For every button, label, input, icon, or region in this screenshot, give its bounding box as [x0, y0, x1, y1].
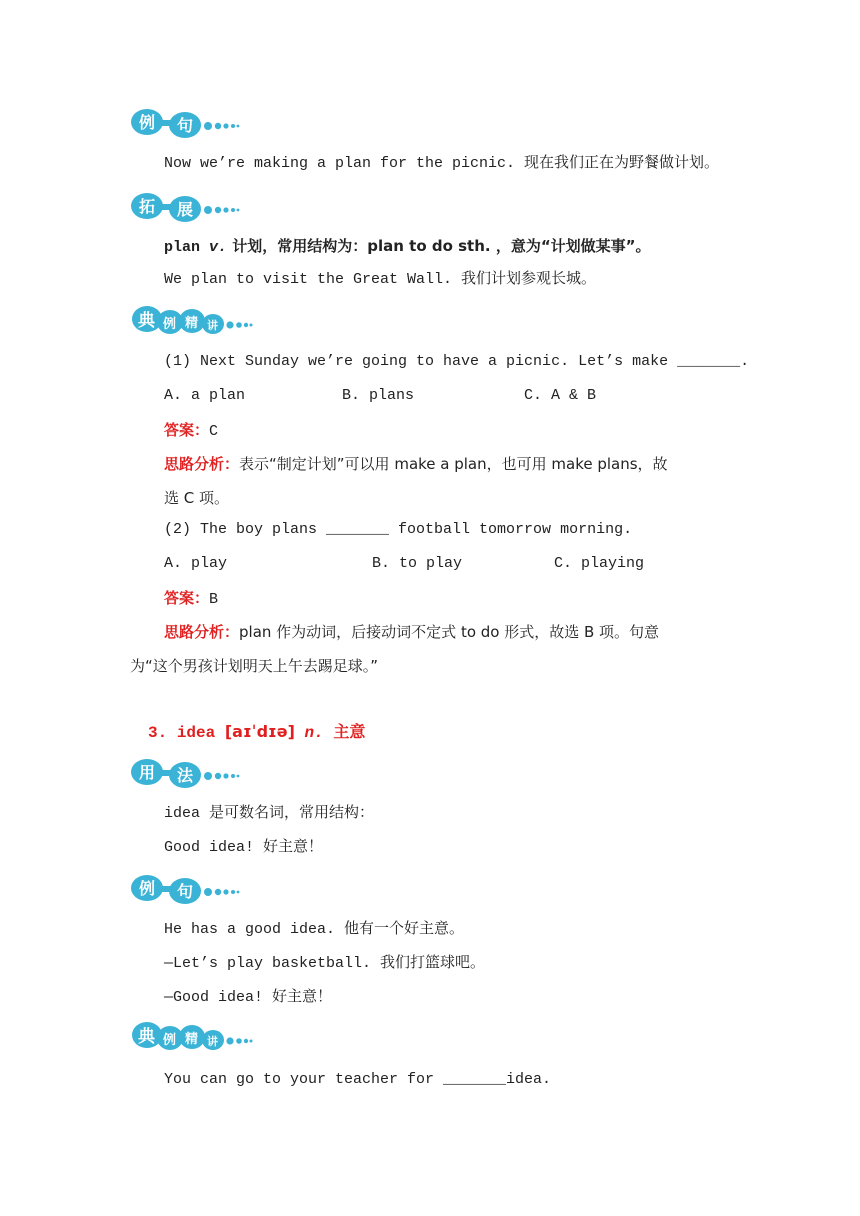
badge-char: 典 [138, 311, 155, 331]
heading-word: idea [176, 724, 216, 742]
badge-char: 讲 [207, 1035, 218, 1048]
badge-char: 精 [185, 316, 199, 331]
exercise-line: You can go to your teacher for _______idea. [164, 1071, 552, 1088]
heading-meaning: 主意 [333, 722, 366, 741]
extension-word: plan [164, 239, 210, 256]
badge-char: 法 [177, 766, 194, 785]
typical-example-badge [130, 1020, 260, 1052]
example-sentence-badge [130, 872, 260, 904]
question-2-stem: (2) The boy plans _______ football tomorrow morning. [164, 521, 633, 538]
heading-phonetic: [aɪˈdɪə] [224, 722, 295, 741]
badge-char: 典 [138, 1027, 155, 1047]
answer-label: 答案： [164, 421, 210, 439]
usage-line-1: idea 是可数名词，常用结构： [164, 805, 375, 822]
question-2-analysis-cont: 为“这个男孩计划明天上午去踢足球。” [130, 657, 379, 675]
badge-char: 拓 [139, 197, 156, 216]
question-2-answer [164, 586, 760, 612]
part-of-speech: v. [209, 239, 228, 256]
example-line-3: —Good idea! 好主意！ [164, 989, 333, 1006]
badge-char: 例 [163, 1033, 177, 1048]
extension-structure: 计划，常用结构为：plan to do sth. ，意为“计划做某事”。 [227, 237, 651, 255]
example-sentence-badge [130, 106, 260, 138]
badge-char: 用 [139, 763, 156, 782]
answer-value: B [209, 591, 219, 608]
analysis-text: plan 作为动词，后接动词不定式 to do 形式，故选 B 项。句意 [239, 623, 660, 641]
heading-pos: n. [304, 724, 324, 742]
badge-char: 展 [177, 200, 194, 219]
extension-definition [164, 234, 760, 260]
analysis-label: 思路分析： [164, 623, 240, 641]
badge-char: 精 [185, 1032, 199, 1047]
option-b: B. to play [372, 555, 463, 572]
typical-example-badge [130, 304, 260, 336]
usage-badge [130, 756, 260, 788]
badge-char: 例 [163, 317, 177, 332]
question-1-analysis [164, 452, 760, 476]
question-1-analysis-cont: 选 C 项。 [164, 489, 230, 507]
heading-number: 3. [148, 724, 168, 742]
example-line-1: He has a good idea. 他有一个好主意。 [164, 921, 465, 938]
option-c: C. playing [554, 555, 645, 572]
extension-badge [130, 190, 260, 222]
section-heading-idea [148, 720, 365, 745]
option-c: C. A & B [524, 387, 597, 404]
badge-char: 例 [139, 113, 156, 132]
option-a: A. play [164, 555, 228, 572]
question-1-stem: (1) Next Sunday we’re going to have a picnic. Let’s make _______. [164, 353, 750, 370]
analysis-label: 思路分析： [164, 455, 240, 473]
question-1-answer [164, 418, 760, 444]
extension-example: We plan to visit the Great Wall. 我们计划参观长城。 [164, 271, 597, 288]
analysis-text: 表示“制定计划”可以用 make a plan，也可用 make plans，故 [239, 455, 668, 473]
badge-char: 句 [177, 882, 194, 901]
badge-char: 讲 [207, 319, 218, 332]
usage-line-2: Good idea! 好主意！ [164, 839, 324, 856]
example-line-2: —Let’s play basketball. 我们打篮球吧。 [164, 955, 486, 972]
option-a: A. a plan [164, 387, 246, 404]
answer-value: C [209, 423, 219, 440]
question-2-analysis [164, 620, 760, 644]
example-sentence: Now we’re making a plan for the picnic. 现在我们正在为野餐做计划。 [164, 155, 720, 172]
badge-char: 句 [177, 116, 194, 135]
answer-label: 答案： [164, 589, 210, 607]
option-b: B. plans [342, 387, 415, 404]
badge-char: 例 [139, 879, 156, 898]
